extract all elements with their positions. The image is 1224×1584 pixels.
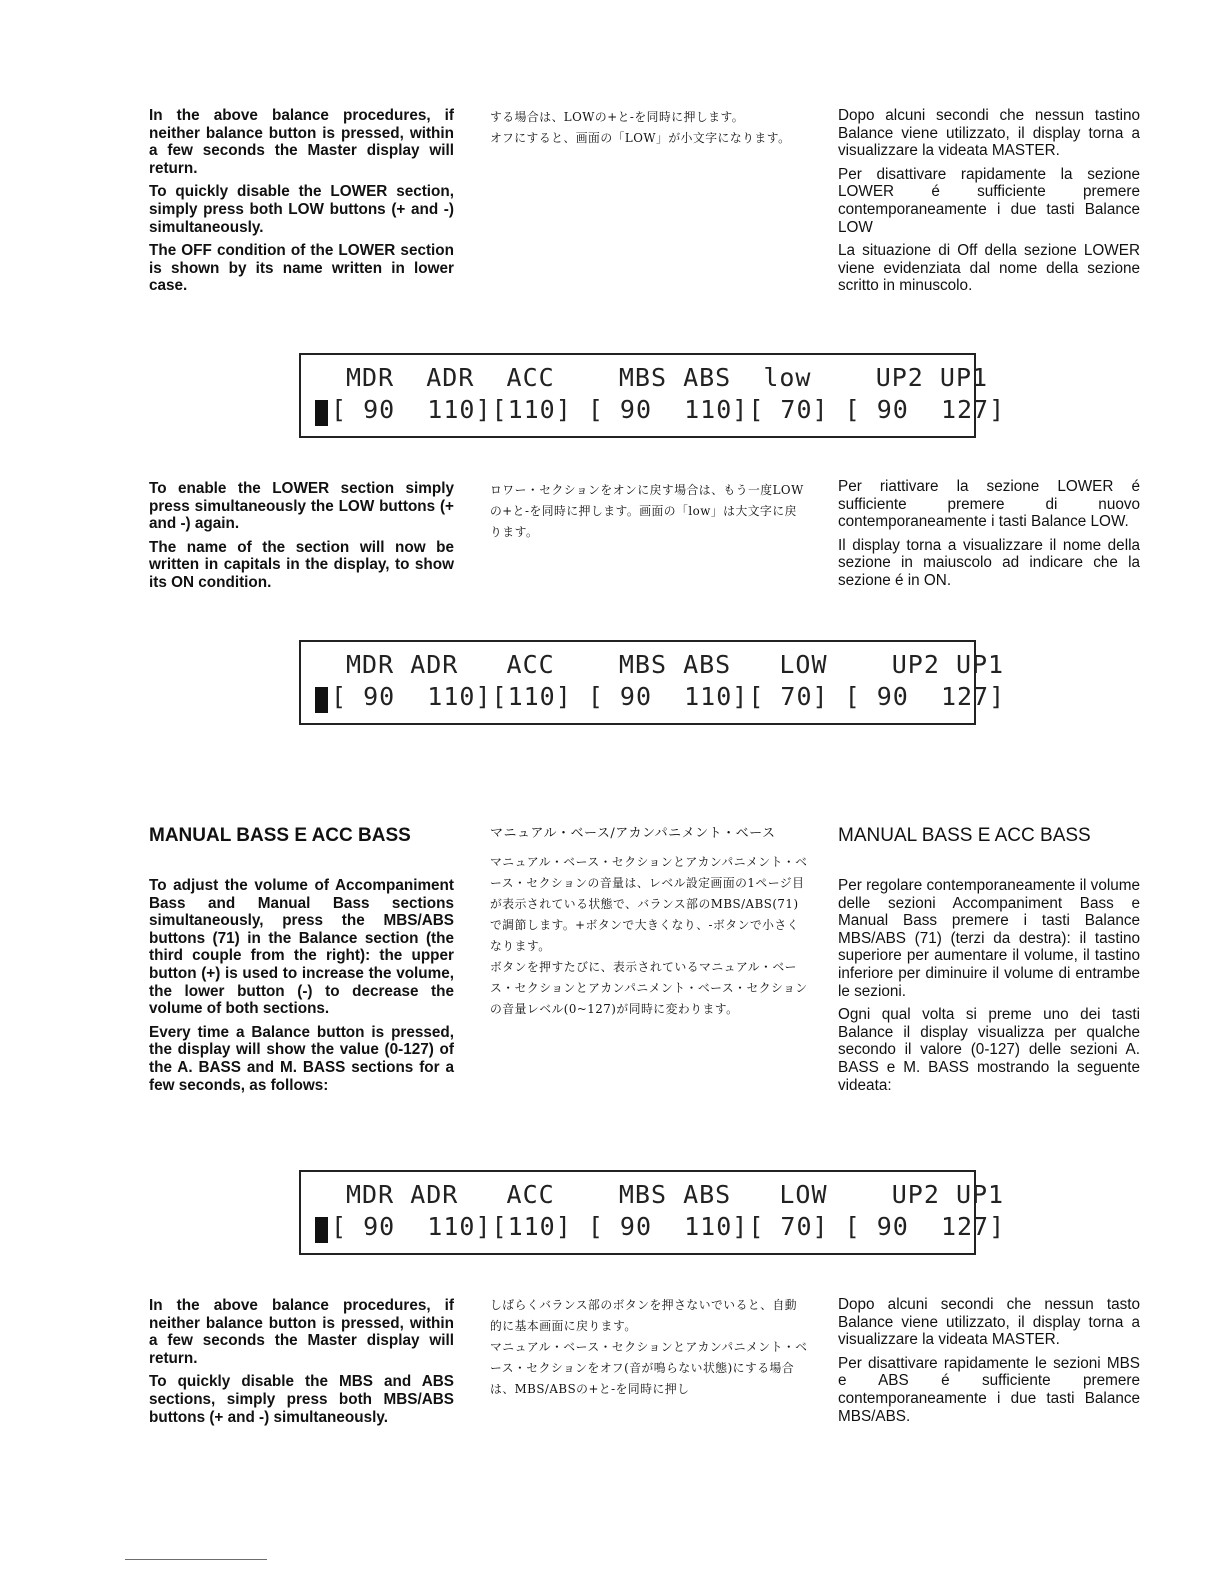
section2-japanese (490, 480, 808, 549)
lcd-display-bass (299, 1170, 1006, 1255)
paragraph: Per riattivare la sezione LOWER é sufficiente premere di nuovo contemporaneamente i tasti Balance LOW. (838, 478, 1140, 531)
paragraph: La situazione di Off della sezione LOWER viene evidenziata dal nome della sezione scritto in minuscolo. (838, 242, 1140, 295)
lcd-row-values: [ 90 110][110] [ 90 110][ 70] [ 90 127] (331, 1212, 1006, 1241)
paragraph: ボタンを押すたびに、表示されているマニュアル・ベース・セクションとアカンパニメント・ベース・セクションの音量レベル(0~127)が同時に変わります。 (490, 960, 808, 1016)
paragraph: To enable the LOWER section simply press simultaneously the LOW buttons (+ and -) again. (149, 480, 454, 533)
paragraph: マニュアル・ベース・セクションとアカンパニメント・ベース・セクションの音量は、レベル設定画面の1ページ目が表示されている状態で、バランス部のMBS/ABS(71)で調節します。+ボタンで大きくなり、-ボタンで小さくなります。 (490, 855, 808, 953)
lcd-row-labels: MDR ADR ACC MBS ABS low UP2 UP1 (346, 363, 989, 392)
section-heading: MANUAL BASS E ACC BASS (838, 825, 1091, 846)
section2-english (149, 480, 454, 598)
section2-italian (838, 478, 1140, 596)
lcd-row-labels: MDR ADR ACC MBS ABS LOW UP2 UP1 (346, 1180, 1005, 1209)
lcd-display-lower-on (299, 640, 1006, 725)
section-heading: マニュアル・ベース/アカンパニメント・ベース (490, 826, 776, 841)
lcd-display-lower-off (299, 353, 1006, 438)
paragraph: Il display torna a visualizzare il nome della sezione in maiuscolo ad indicare che la sezione é in ON. (838, 536, 1140, 589)
paragraph: Dopo alcuni secondi che nessun tasto Balance viene utilizzato, il display torna a visualizzare la videata MASTER. (838, 1296, 1140, 1349)
lcd-cursor (315, 687, 328, 713)
paragraph: オフにすると、画面の「LOW」が小文字になります。 (490, 131, 791, 145)
section4-japanese (490, 1295, 808, 1406)
lcd-row-values: [ 90 110][110] [ 90 110][ 70] [ 90 127] (331, 682, 1006, 711)
section3-english (149, 825, 454, 1100)
section1-english (149, 107, 454, 301)
paragraph: To quickly disable the MBS and ABS sections, simply press both MBS/ABS buttons (+ and -) simultaneously. (149, 1373, 454, 1426)
lcd-row-values: [ 90 110][110] [ 90 110][ 70] [ 90 127] (331, 395, 1006, 424)
paragraph: Dopo alcuni secondi che nessun tastino Balance viene utilizzato, il display torna a visualizzare la videata MASTER. (838, 107, 1140, 160)
paragraph: Per regolare contemporaneamente il volume delle sezioni Accompaniment Bass e Manual Bass premere i tasti Balance MBS/ABS (71) (terzi da destra): il tastino superiore per aumentare il volume, il tastino inferiore per diminuire il volume di entrambe le sezioni. (838, 877, 1140, 1000)
paragraph: Ogni qual volta si preme uno dei tasti Balance il display visualizza per qualche secondo il valore (0-127) delle sezioni A. BASS e M. BASS mostrando la seguente videata: (838, 1006, 1140, 1094)
paragraph: In the above balance procedures, if neither balance button is pressed, within a few seconds the Master display will return. (149, 107, 454, 177)
section3-italian (838, 825, 1140, 1100)
paragraph: する場合は、LOWの+と-を同時に押します。 (490, 110, 745, 124)
paragraph: しばらくバランス部のボタンを押さないでいると、自動的に基本画面に戻ります。 (490, 1298, 798, 1333)
lcd-row-labels: MDR ADR ACC MBS ABS LOW UP2 UP1 (346, 650, 1005, 679)
paragraph: ロワー・セクションをオンに戻す場合は、もう一度LOWの+と-を同時に押します。画面の「low」は大文字に戻ります。 (490, 483, 804, 539)
footnote-divider (125, 1559, 267, 1560)
paragraph: Per disattivare rapidamente la sezione LOWER é sufficiente premere contemporaneamente i due tasti Balance LOW (838, 165, 1140, 236)
paragraph: In the above balance procedures, if neither balance button is pressed, within a few seconds the Master display will return. (149, 1297, 454, 1367)
paragraph: The OFF condition of the LOWER section is shown by its name written in lower case. (149, 242, 454, 295)
section4-english (149, 1297, 454, 1432)
paragraph: To quickly disable the LOWER section, simply press both LOW buttons (+ and -) simultaneously. (149, 183, 454, 236)
paragraph: To adjust the volume of Accompaniment Bass and Manual Bass sections simultaneously, press the MBS/ABS buttons (71) in the Balance section (the third couple from the right): the upper button (+) is used to increase the volume, the lower button (-) to decrease the volume of both sections. (149, 877, 454, 1018)
section-heading: MANUAL BASS E ACC BASS (149, 825, 411, 846)
lcd-cursor (315, 1217, 328, 1243)
paragraph: マニュアル・ベース・セクションとアカンパニメント・ベース・セクションをオフ(音が鳴らない状態)にする場合は、MBS/ABSの+と-を同時に押し (490, 1340, 808, 1396)
lcd-cursor (315, 400, 328, 426)
section4-italian (838, 1296, 1140, 1431)
section3-japanese (490, 822, 808, 1026)
paragraph: The name of the section will now be written in capitals in the display, to show its ON condition. (149, 538, 454, 591)
section1-japanese (490, 107, 808, 155)
paragraph: Per disattivare rapidamente le sezioni MBS e ABS é sufficiente premere contemporaneamente i due tasti Balance MBS/ABS. (838, 1354, 1140, 1425)
section1-italian (838, 107, 1140, 301)
paragraph: Every time a Balance button is pressed, the display will show the value (0-127) of the A. BASS and M. BASS sections for a few seconds, as follows: (149, 1023, 454, 1094)
